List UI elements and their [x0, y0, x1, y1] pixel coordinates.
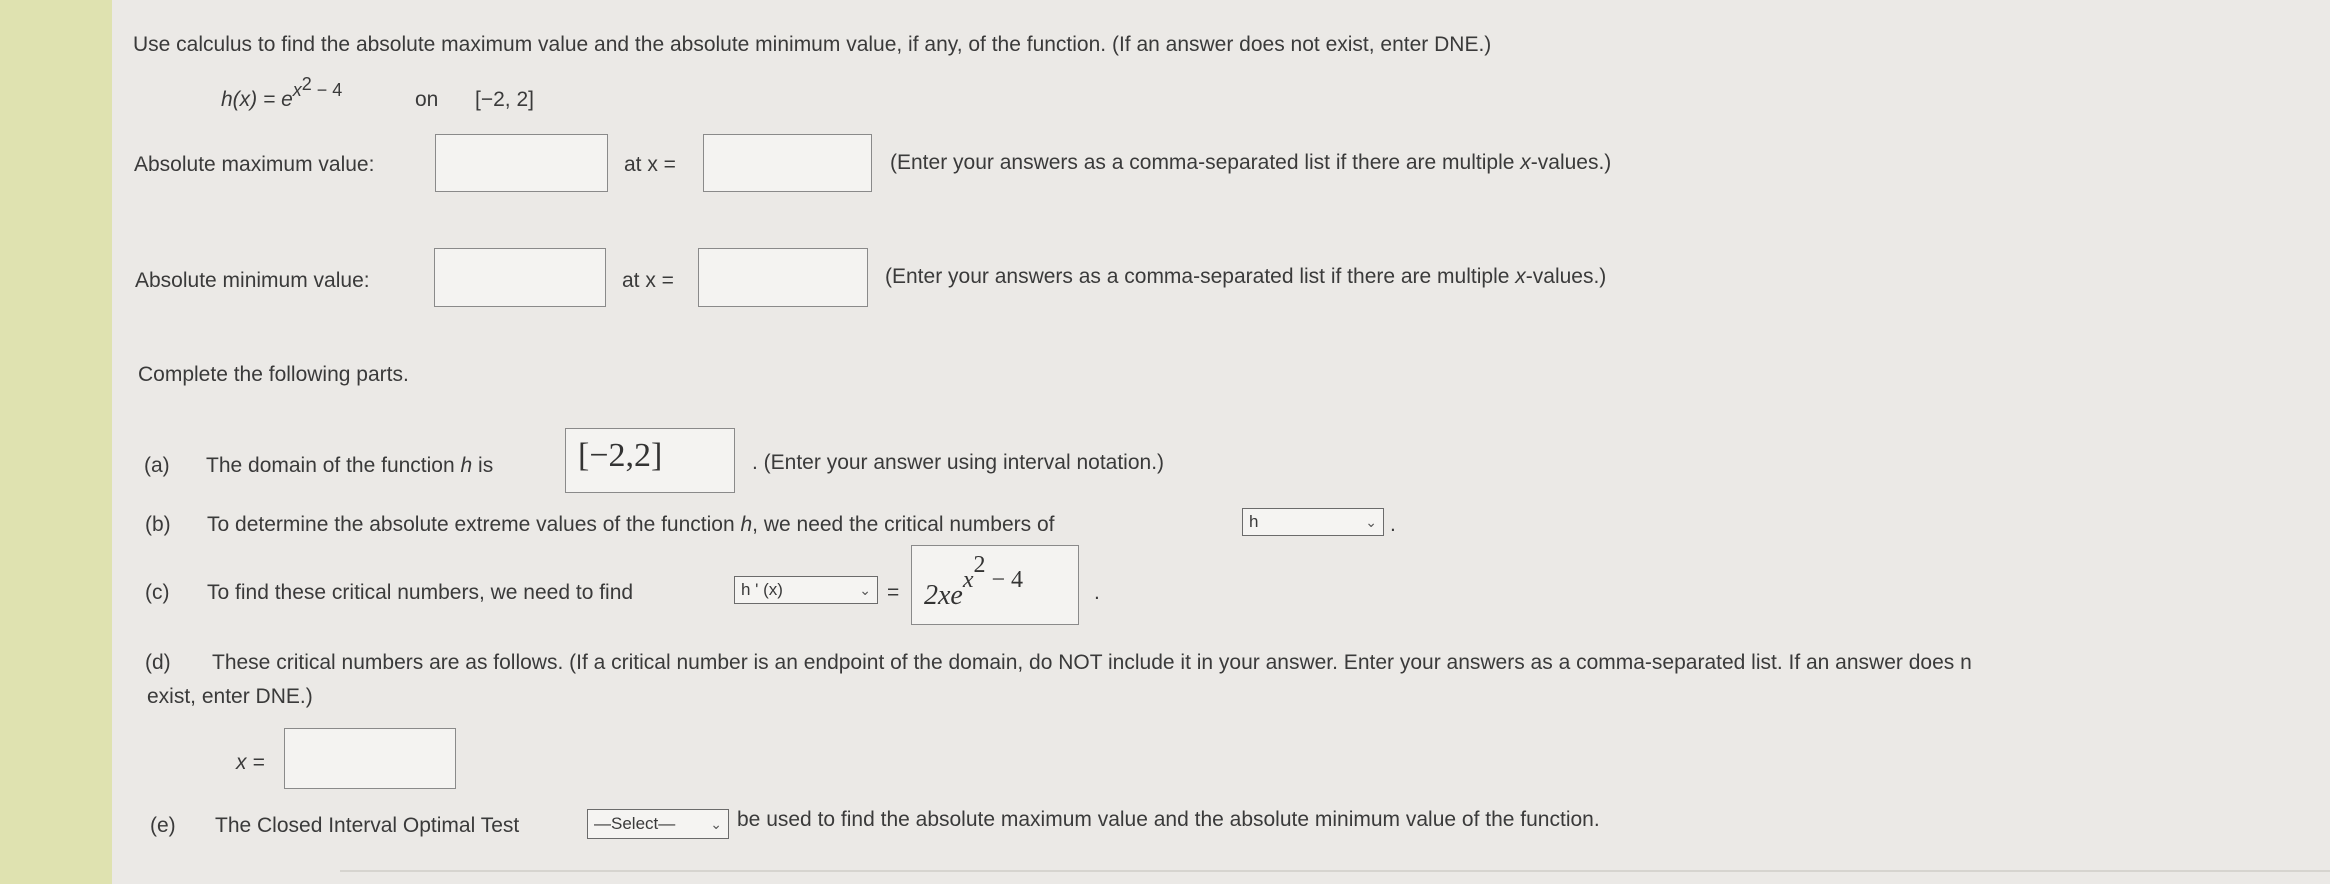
abs-min-value-input[interactable] — [434, 248, 606, 307]
critical-of-select[interactable] — [1242, 508, 1384, 536]
chevron-down-icon: ⌄ — [1365, 513, 1377, 530]
abs-max-value-input[interactable] — [435, 134, 608, 192]
part-e-after: be used to find the absolute maximum value and the absolute minimum value of the function. — [737, 808, 1600, 831]
question-intro: Use calculus to find the absolute maximum value and the absolute minimum value, if any, of the function. (If an answer does not exist, enter DNE.) — [133, 33, 1492, 56]
interval-label: [−2, 2] — [475, 88, 534, 111]
part-a-after: . (Enter your answer using interval notation.) — [752, 451, 1165, 474]
abs-max-label: Absolute maximum value: — [134, 153, 375, 176]
abs-max-x-input[interactable] — [703, 134, 872, 192]
abs-min-hint: (Enter your answers as a comma-separated list if there are multiple x-values.) — [885, 265, 1607, 288]
abs-max-at-x-label: at x = — [624, 153, 676, 176]
part-d-line1: These critical numbers are as follows. (If a critical number is an endpoint of the domain, do NOT include it in your answer. Enter your answers as a comma-separated list. If an answer does n — [212, 651, 1972, 674]
abs-min-x-input[interactable] — [698, 248, 868, 307]
domain-answer-box[interactable]: [−2,2] — [565, 428, 735, 493]
part-c-tag: (c) — [145, 581, 170, 604]
left-margin-strip — [0, 0, 112, 884]
complete-parts-heading: Complete the following parts. — [138, 363, 409, 386]
part-a-text: The domain of the function h is — [206, 454, 494, 477]
part-b-text: To determine the absolute extreme values of the function h, we need the critical numbers of — [207, 513, 1055, 536]
test-can-selected: —Select— — [594, 814, 676, 833]
derivative-answer-box[interactable]: 2xex2 − 4 — [911, 545, 1079, 625]
part-e-tag: (e) — [150, 814, 176, 837]
chevron-down-icon: ⌄ — [710, 815, 722, 832]
abs-min-at-x-label: at x = — [622, 269, 674, 292]
part-d-tag: (d) — [145, 651, 171, 674]
part-d-x-label: x = — [236, 751, 265, 774]
derivative-selected: h ' (x) — [741, 580, 783, 599]
part-a-tag: (a) — [144, 454, 170, 477]
on-label: on — [415, 88, 439, 111]
critical-numbers-input[interactable] — [284, 728, 456, 789]
function-lhs: h(x) = e — [221, 88, 293, 111]
critical-of-selected: h — [1249, 512, 1259, 531]
part-c-after: . — [1094, 581, 1100, 604]
abs-max-hint: (Enter your answers as a comma-separated list if there are multiple x-values.) — [890, 151, 1612, 174]
abs-min-label: Absolute minimum value: — [135, 269, 370, 292]
chevron-down-icon: ⌄ — [859, 581, 871, 598]
part-d-line2: exist, enter DNE.) — [147, 685, 313, 708]
part-c-text: To find these critical numbers, we need to find — [207, 581, 634, 604]
function-definition: h(x) = ex2 − 4 — [221, 74, 343, 111]
derivative-select[interactable] — [734, 576, 878, 604]
divider — [340, 870, 2330, 872]
test-can-select[interactable] — [587, 809, 729, 839]
part-c-equals: = — [887, 581, 900, 604]
part-b-after: . — [1390, 513, 1396, 536]
part-e-text: The Closed Interval Optimal Test — [215, 814, 520, 837]
part-b-tag: (b) — [145, 513, 171, 536]
